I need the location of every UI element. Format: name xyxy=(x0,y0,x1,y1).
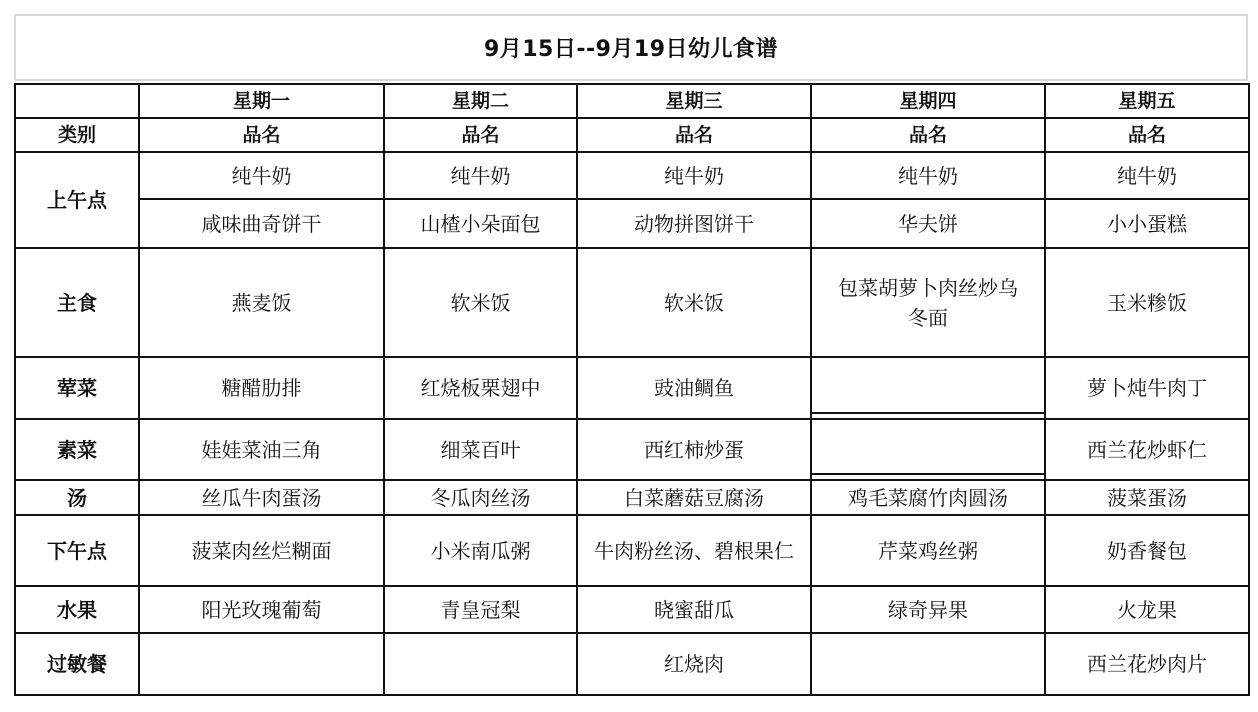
menu-cell: 牛肉粉丝汤、碧根果仁 xyxy=(577,515,811,586)
menu-cell: 西红柿炒蛋 xyxy=(577,419,811,480)
menu-cell: 山楂小朵面包 xyxy=(384,199,577,248)
morning-snack-row xyxy=(15,152,1249,199)
staple-row xyxy=(15,248,1249,357)
menu-cell: 小小蛋糕 xyxy=(1045,199,1249,248)
menu-cell: 红烧肉 xyxy=(577,633,811,695)
menu-cell: 阳光玫瑰葡萄 xyxy=(139,586,384,633)
corner-cell xyxy=(15,84,139,118)
menu-cell: 绿奇异果 xyxy=(811,586,1045,633)
item-header: 品名 xyxy=(384,118,577,152)
item-header: 品名 xyxy=(577,118,811,152)
menu-cell: 纯牛奶 xyxy=(1045,152,1249,199)
soup-row xyxy=(15,480,1249,515)
day-header-row xyxy=(15,84,1249,118)
day-header: 星期一 xyxy=(139,84,384,118)
category-label: 上午点 xyxy=(15,152,139,248)
menu-cell: 动物拼图饼干 xyxy=(577,199,811,248)
item-header: 品名 xyxy=(811,118,1045,152)
menu-cell: 豉油鲷鱼 xyxy=(577,357,811,419)
category-label: 水果 xyxy=(15,586,139,633)
category-label: 下午点 xyxy=(15,515,139,586)
menu-cell: 白菜蘑菇豆腐汤 xyxy=(577,480,811,515)
column-label-row xyxy=(15,118,1249,152)
day-header: 星期四 xyxy=(811,84,1045,118)
day-header: 星期三 xyxy=(577,84,811,118)
menu-cell: 纯牛奶 xyxy=(384,152,577,199)
menu-cell: 咸味曲奇饼干 xyxy=(139,199,384,248)
item-header: 品名 xyxy=(139,118,384,152)
menu-cell: 娃娃菜油三角 xyxy=(139,419,384,480)
menu-cell: 燕麦饭 xyxy=(139,248,384,357)
menu-cell: 纯牛奶 xyxy=(811,152,1045,199)
fruit-row xyxy=(15,586,1249,633)
menu-cell: 软米饭 xyxy=(384,248,577,357)
menu-cell: 西兰花炒肉片 xyxy=(1045,633,1249,695)
menu-cell: 冬瓜肉丝汤 xyxy=(384,480,577,515)
menu-cell: 糖醋肋排 xyxy=(139,357,384,419)
menu-cell xyxy=(139,633,384,695)
item-header: 品名 xyxy=(1045,118,1249,152)
menu-cell: 青皇冠梨 xyxy=(384,586,577,633)
menu-cell xyxy=(811,419,1045,480)
menu-cell: 鸡毛菜腐竹肉圆汤 xyxy=(811,480,1045,515)
category-label: 过敏餐 xyxy=(15,633,139,695)
menu-cell: 包菜胡萝卜肉丝炒乌冬面 xyxy=(811,248,1045,357)
menu-cell: 菠菜肉丝烂糊面 xyxy=(139,515,384,586)
menu-cell: 软米饭 xyxy=(577,248,811,357)
menu-cell: 芹菜鸡丝粥 xyxy=(811,515,1045,586)
category-label: 荤菜 xyxy=(15,357,139,419)
menu-sheet xyxy=(14,14,1250,698)
menu-cell xyxy=(811,357,1045,419)
menu-cell: 纯牛奶 xyxy=(577,152,811,199)
menu-cell: 玉米糁饭 xyxy=(1045,248,1249,357)
menu-cell xyxy=(811,633,1045,695)
afternoon-snack-row xyxy=(15,515,1249,586)
menu-cell: 丝瓜牛肉蛋汤 xyxy=(139,480,384,515)
meat-dish-row xyxy=(15,357,1249,419)
category-label: 主食 xyxy=(15,248,139,357)
weekly-menu-table xyxy=(14,83,1250,696)
morning-snack-row-2 xyxy=(15,199,1249,248)
menu-cell: 纯牛奶 xyxy=(139,152,384,199)
veg-dish-row xyxy=(15,419,1249,480)
menu-cell: 奶香餐包 xyxy=(1045,515,1249,586)
allergy-meal-row xyxy=(15,633,1249,695)
category-header: 类别 xyxy=(15,118,139,152)
day-header: 星期五 xyxy=(1045,84,1249,118)
menu-cell: 华夫饼 xyxy=(811,199,1045,248)
menu-cell: 细菜百叶 xyxy=(384,419,577,480)
menu-cell: 红烧板栗翅中 xyxy=(384,357,577,419)
menu-cell: 火龙果 xyxy=(1045,586,1249,633)
menu-cell: 晓蜜甜瓜 xyxy=(577,586,811,633)
category-label: 汤 xyxy=(15,480,139,515)
menu-cell: 菠菜蛋汤 xyxy=(1045,480,1249,515)
menu-cell xyxy=(384,633,577,695)
menu-title: 9月15日--9月19日幼儿食谱 xyxy=(14,14,1248,81)
menu-cell: 萝卜炖牛肉丁 xyxy=(1045,357,1249,419)
day-header: 星期二 xyxy=(384,84,577,118)
category-label: 素菜 xyxy=(15,419,139,480)
menu-cell: 西兰花炒虾仁 xyxy=(1045,419,1249,480)
menu-cell: 小米南瓜粥 xyxy=(384,515,577,586)
